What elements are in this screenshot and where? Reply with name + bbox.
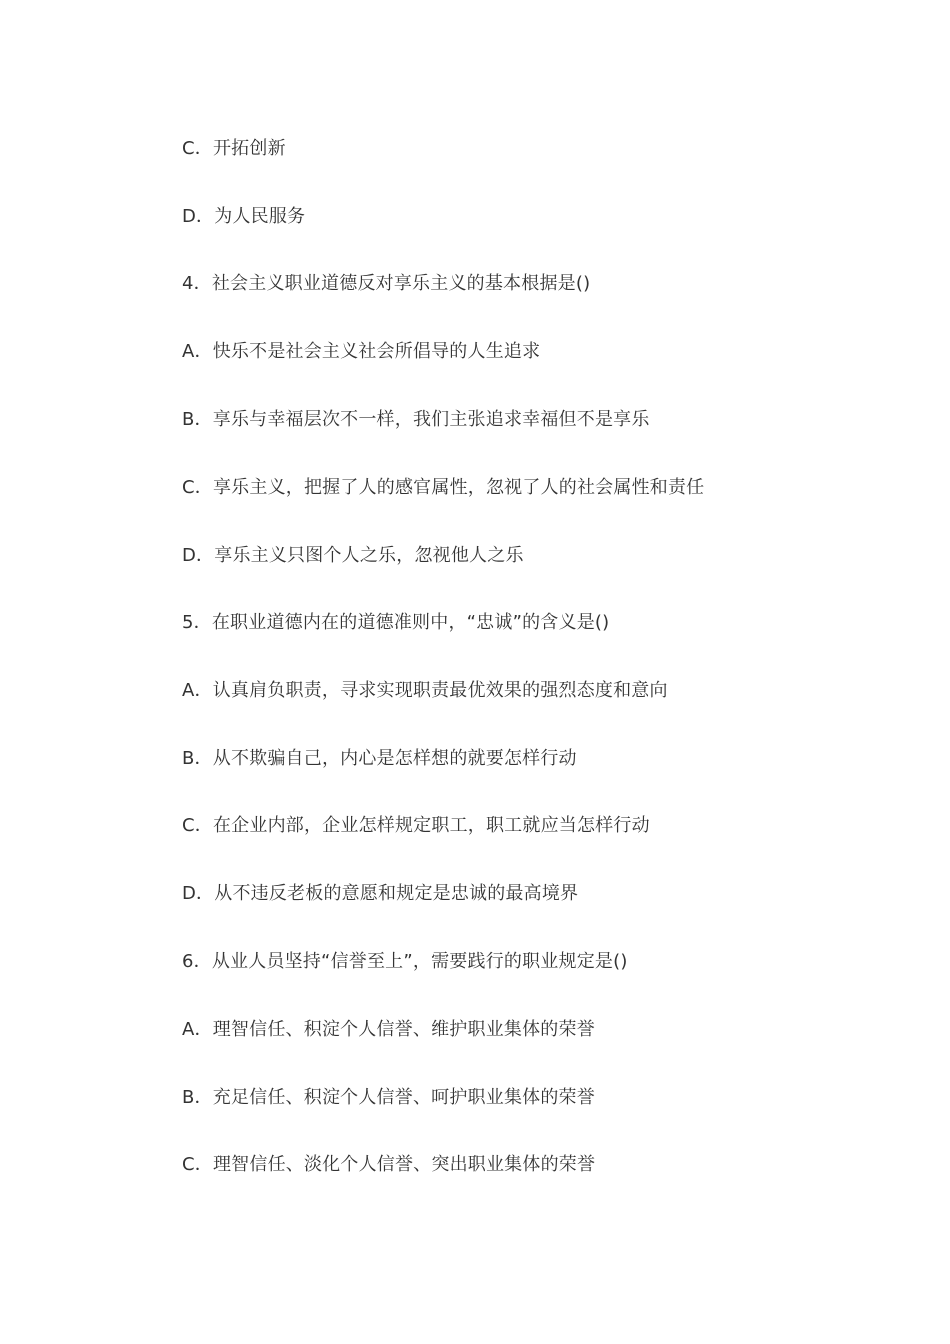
option-line: A．理智信任、积淀个人信誉、维护职业集体的荣誉 [182, 1019, 595, 1040]
question-line: 5．在职业道德内在的道德准则中，“忠诚”的含义是() [182, 612, 610, 633]
option-line: D．为人民服务 [182, 206, 306, 227]
option-line: D．享乐主义只图个人之乐，忽视他人之乐 [182, 545, 524, 566]
option-line: A．认真肩负职责，寻求实现职责最优效果的强烈态度和意向 [182, 680, 668, 701]
option-line: A．快乐不是社会主义社会所倡导的人生追求 [182, 341, 541, 362]
question-line: 4．社会主义职业道德反对享乐主义的基本根据是() [182, 273, 591, 294]
option-line: C．理智信任、淡化个人信誉、突出职业集体的荣誉 [182, 1154, 596, 1175]
option-line: C．开拓创新 [182, 138, 286, 159]
option-line: C．享乐主义，把握了人的感官属性，忽视了人的社会属性和责任 [182, 477, 705, 498]
question-line: 6．从业人员坚持“信誉至上”，需要践行的职业规定是() [182, 951, 628, 972]
option-line: B．从不欺骗自己，内心是怎样想的就要怎样行动 [182, 748, 577, 769]
option-line: B．享乐与幸福层次不一样，我们主张追求幸福但不是享乐 [182, 409, 650, 430]
option-line: D．从不违反老板的意愿和规定是忠诚的最高境界 [182, 883, 579, 904]
option-line: B．充足信任、积淀个人信誉、呵护职业集体的荣誉 [182, 1087, 595, 1108]
option-line: C．在企业内部，企业怎样规定职工，职工就应当怎样行动 [182, 815, 650, 836]
